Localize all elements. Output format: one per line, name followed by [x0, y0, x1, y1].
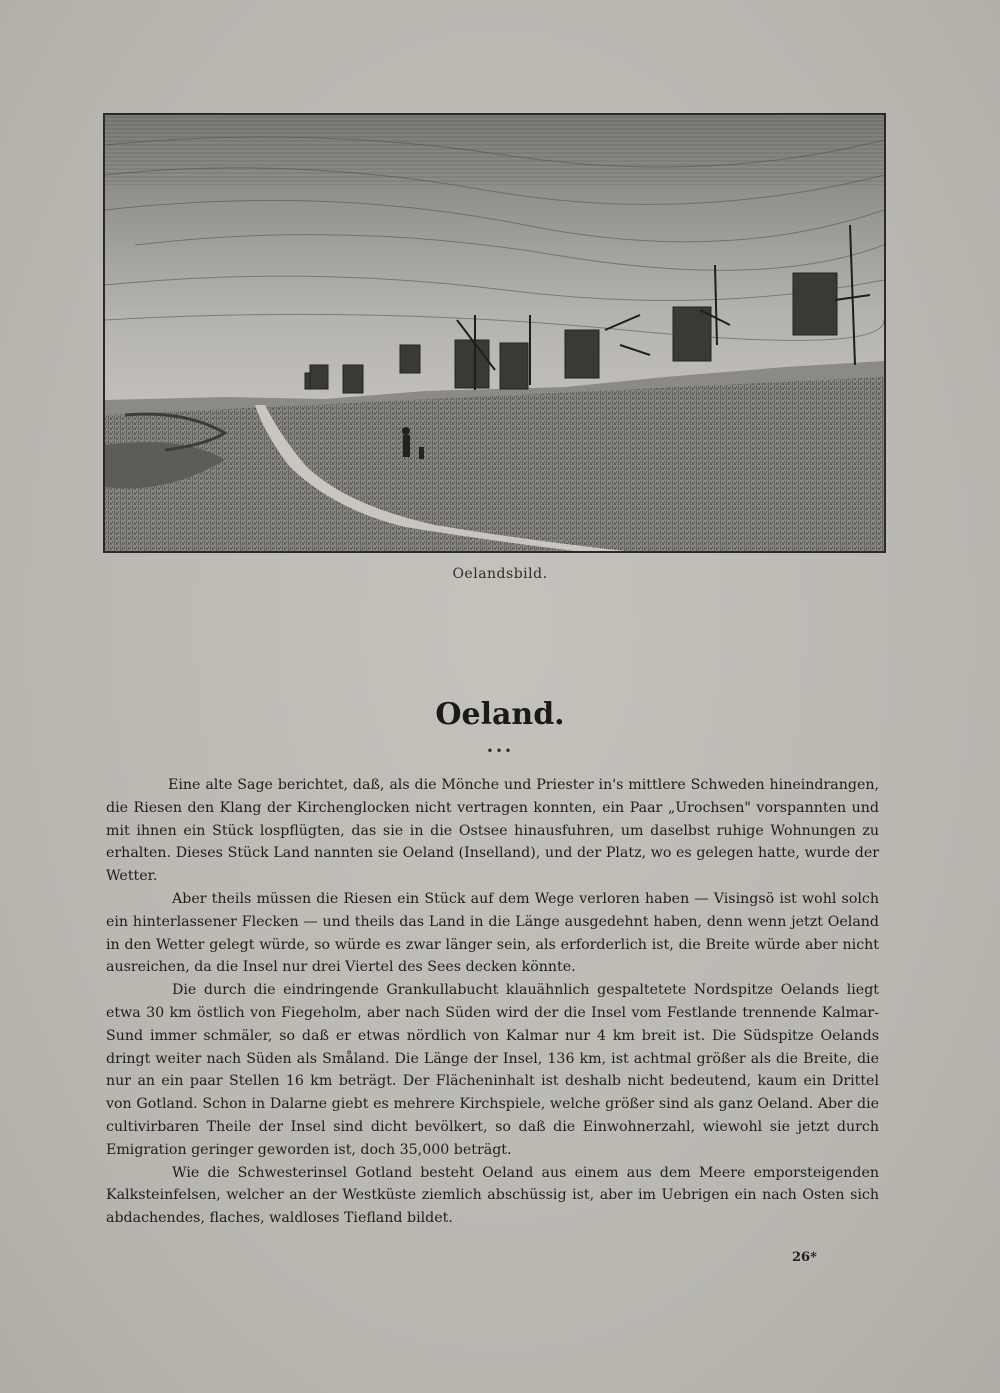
figure-caption: Oelandsbild. [452, 566, 548, 582]
windmill-engraving [103, 113, 886, 553]
paragraph-3: Die durch die eindringende Grankullabucht klauähnlich gespaltetete Nordspitze Oelands liegt etwa 30 km östlich von Fiegeholm, aber nach Süden wird der die Insel vom Festlande trennende Kalmar-Sund immer schmäler, so daß er etwas nördlich von Kalmar nur 4 km breit ist. Die Südspitze Oelands dringt weiter nach Süden als Småland. Die Länge der Insel, 136 km, ist achtmal größer als die Breite, die nur an ein paar Stellen 16 km beträgt. Der Flächeninhalt ist deshalb nicht bedeutend, kaum ein Drittel von Gotland. Schon in Dalarne giebt es mehrere Kirchspiele, welche größer sind als ganz Oeland. Aber die cultivirbaren Theile der Insel sind dicht bevölkert, so daß die Einwohnerzahl, wiewohl sie jetzt durch Emigration geringer geworden ist, doch 35,000 beträgt. [106, 982, 879, 1158]
title-ornament: ••• [486, 744, 514, 758]
paragraph-2: Aber theils müssen die Riesen ein Stück auf dem Wege verloren haben — Visingsö ist wohl solch ein hinterlassener Flecken — und theils das Land in die Länge ausgedehnt haben, denn wenn jetzt Oeland in den Wetter gelegt würde, so würde es zwar länger sein, als erforderlich ist, die Breite würde aber nicht ausreichen, da die Insel nur drei Viertel des Sees decken könnte. [106, 890, 879, 976]
chapter-title: Oeland. [435, 697, 565, 732]
paragraph-1: Eine alte Sage berichtet, daß, als die Mönche und Priester in's mittlere Schweden hineindrangen, die Riesen den Klang der Kirchenglocken nicht vertragen konnten, ein Paar „Urochsen" vorspannten und mit ihnen ein Stück lospflügten, das sie in die Ostsee hinausfuhren, um daselbst ruhige Wohnungen zu erhalten. Dieses Stück Land nannten sie Oeland (Inselland), und der Platz, wo es gelegen hatte, wurde der Wetter. [106, 777, 879, 885]
body-text [106, 774, 879, 1230]
page-number: 26* [792, 1250, 817, 1265]
paragraph-4: Wie die Schwesterinsel Gotland besteht Oeland aus einem aus dem Meere emporsteigenden Kalksteinfelsen, welcher an der Westküste ziemlich abschüssig ist, aber im Uebrigen ein nach Osten sich abdachendes, flaches, waldloses Tiefland bildet. [106, 1164, 879, 1227]
